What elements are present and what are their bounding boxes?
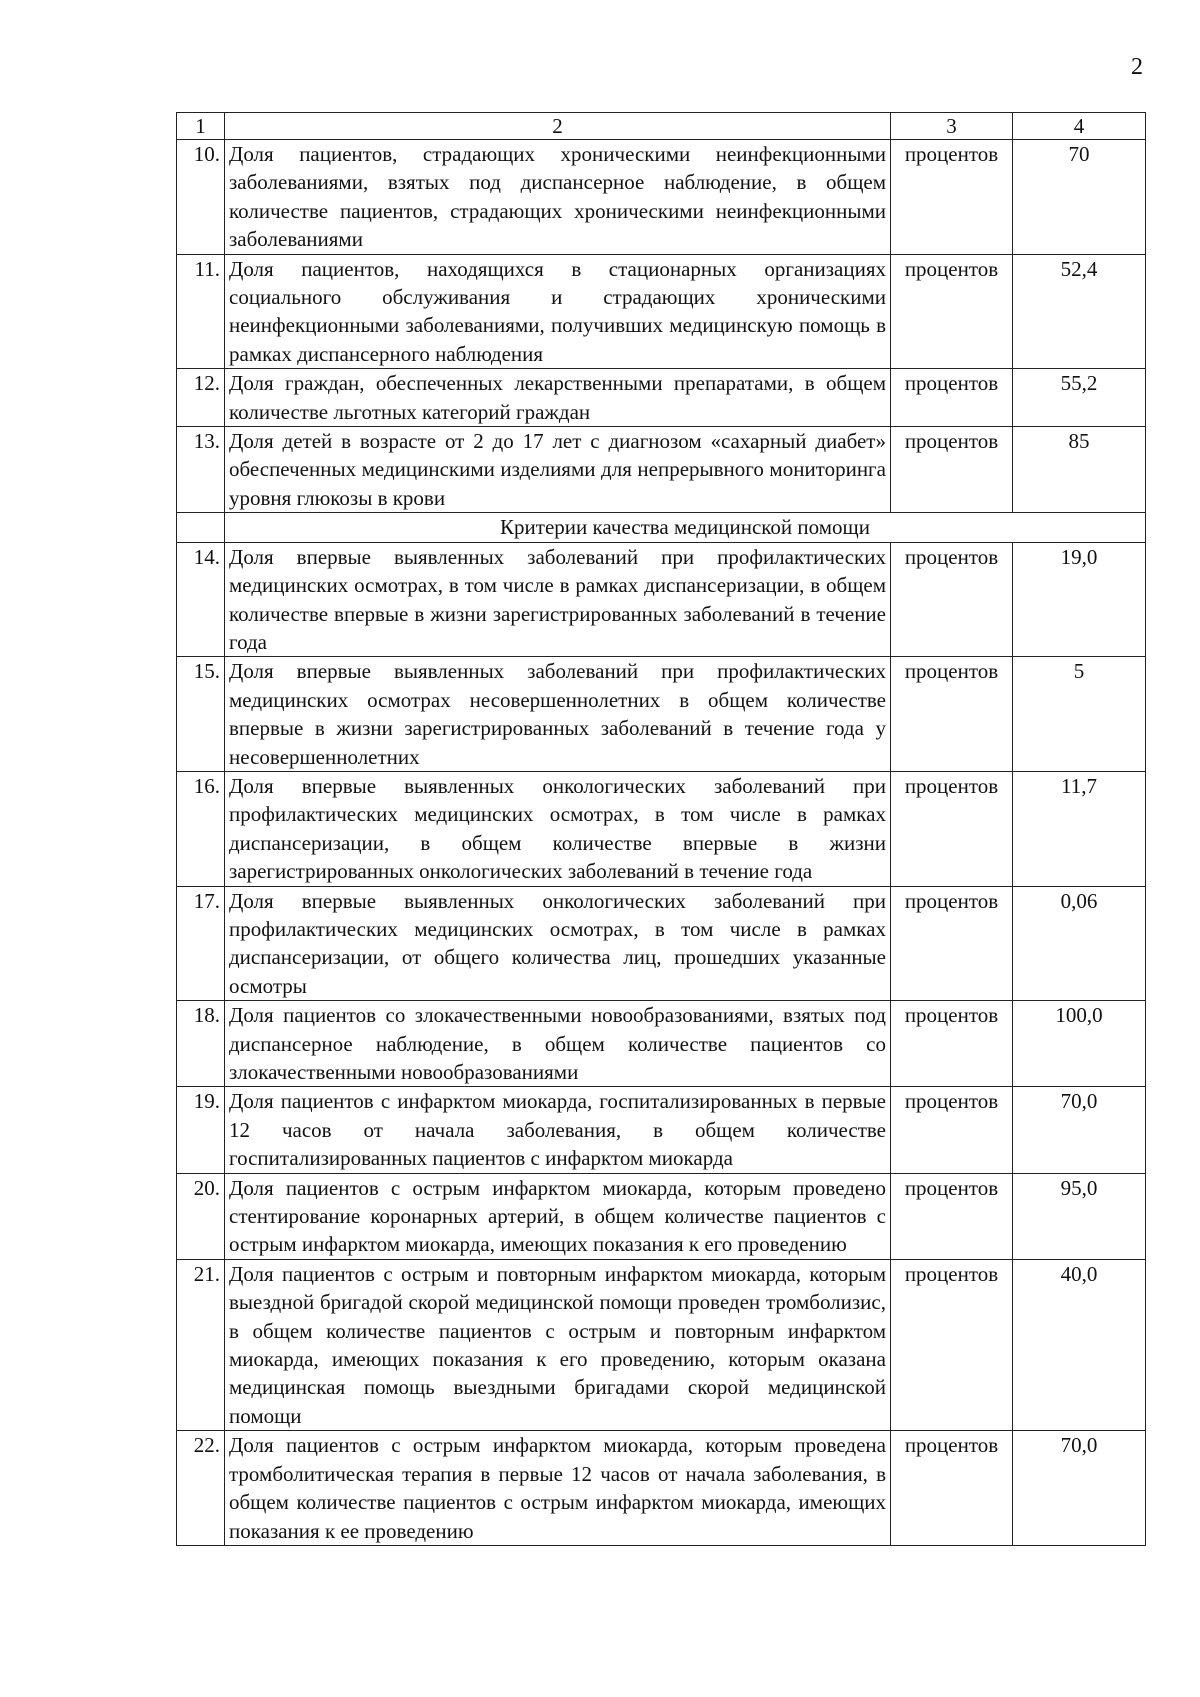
row-description: Доля впервые выявленных онкологических заболеваний при профилактических медицинских осмотрах, в том числе в рамках диспансеризации, в общем количестве впервые в жизни зарегистрированных онкологических заболеваний в течение года: [225, 771, 891, 886]
row-description: Доля пациентов, страдающих хроническими неинфекционными заболеваниями, взятых под диспансерное наблюдение, в общем количестве пациентов, страдающих хроническими неинфекционными заболеваниями: [225, 140, 891, 255]
row-description: Доля пациентов, находящихся в стационарных организациях социального обслуживания и страдающих хроническими неинфекционными заболеваниями, получивших медицинскую помощь в рамках диспансерного наблюдения: [225, 254, 891, 369]
row-value: 19,0: [1013, 542, 1146, 657]
row-number: 17.: [177, 886, 225, 1001]
table-body-lower: [177, 542, 1146, 1545]
section-title: Критерии качества медицинской помощи: [225, 513, 1146, 542]
row-unit: процентов: [891, 1087, 1013, 1173]
row-value: 70,0: [1013, 1087, 1146, 1173]
table-body-upper: [177, 113, 1146, 513]
table-row: [177, 1431, 1146, 1546]
table-row: [177, 771, 1146, 886]
row-description: Доля детей в возрасте от 2 до 17 лет с диагнозом «сахарный диабет» обеспеченных медицинскими изделиями для непрерывного мониторинга уровня глюкозы в крови: [225, 427, 891, 513]
row-unit: процентов: [891, 254, 1013, 369]
row-value: 70,0: [1013, 1431, 1146, 1546]
row-number: 13.: [177, 427, 225, 513]
table-row: [177, 1001, 1146, 1087]
row-description: Доля пациентов с инфарктом миокарда, госпитализированных в первые 12 часов от начала заболевания, в общем количестве госпитализированных пациентов с инфарктом миокарда: [225, 1087, 891, 1173]
header-col-4: 4: [1013, 113, 1146, 140]
table-row: [177, 1259, 1146, 1430]
row-description: Доля пациентов со злокачественными новообразованиями, взятых под диспансерное наблюдение, в общем количестве пациентов со злокачественными новообразованиями: [225, 1001, 891, 1087]
table-row: [177, 886, 1146, 1001]
row-value: 11,7: [1013, 771, 1146, 886]
row-unit: процентов: [891, 886, 1013, 1001]
section-row: [177, 513, 1146, 542]
row-unit: процентов: [891, 369, 1013, 427]
row-number: 19.: [177, 1087, 225, 1173]
row-description: Доля пациентов с острым инфарктом миокарда, которым проведено стентирование коронарных артерий, в общем количестве пациентов с острым инфарктом миокарда, имеющих показания к его проведению: [225, 1173, 891, 1259]
table-body-section: [177, 513, 1146, 542]
header-col-3: 3: [891, 113, 1013, 140]
indicators-table: [176, 112, 1146, 1546]
row-value: 5: [1013, 657, 1146, 772]
row-number: 15.: [177, 657, 225, 772]
header-col-2: 2: [225, 113, 891, 140]
row-description: Доля впервые выявленных заболеваний при профилактических медицинских осмотрах несовершеннолетних в общем количестве впервые в жизни зарегистрированных заболеваний в течение года у несовершеннолетних: [225, 657, 891, 772]
table-row: [177, 254, 1146, 369]
row-description: Доля впервые выявленных заболеваний при профилактических медицинских осмотрах, в том числе в рамках диспансеризации, в общем количестве впервые в жизни зарегистрированных заболеваний в течение года: [225, 542, 891, 657]
page-number: 2: [1131, 54, 1143, 80]
row-value: 95,0: [1013, 1173, 1146, 1259]
table-row: [177, 542, 1146, 657]
row-unit: процентов: [891, 1001, 1013, 1087]
row-description: Доля впервые выявленных онкологических заболеваний при профилактических медицинских осмотрах, в том числе в рамках диспансеризации, от общего количества лиц, прошедших указанные осмотры: [225, 886, 891, 1001]
row-unit: процентов: [891, 140, 1013, 255]
row-description: Доля пациентов с острым и повторным инфарктом миокарда, которым выездной бригадой скорой медицинской помощи проведен тромболизис, в общем количестве пациентов с острым и повторным инфарктом миокарда, имеющих показания к его проведению, которым оказана медицинская помощь выездными бригадами скорой медицинской помощи: [225, 1259, 891, 1430]
row-description: Доля граждан, обеспеченных лекарственными препаратами, в общем количестве льготных категорий граждан: [225, 369, 891, 427]
row-number: 11.: [177, 254, 225, 369]
row-number: 18.: [177, 1001, 225, 1087]
header-col-1: 1: [177, 113, 225, 140]
row-number: 14.: [177, 542, 225, 657]
row-value: 52,4: [1013, 254, 1146, 369]
table-header-row: [177, 113, 1146, 140]
table-row: [177, 657, 1146, 772]
row-value: 100,0: [1013, 1001, 1146, 1087]
row-unit: процентов: [891, 1173, 1013, 1259]
row-number: 21.: [177, 1259, 225, 1430]
row-unit: процентов: [891, 1431, 1013, 1546]
row-number: 22.: [177, 1431, 225, 1546]
row-value: 70: [1013, 140, 1146, 255]
row-number: 16.: [177, 771, 225, 886]
table-row: [177, 369, 1146, 427]
row-number: 10.: [177, 140, 225, 255]
row-value: 40,0: [1013, 1259, 1146, 1430]
row-value: 0,06: [1013, 886, 1146, 1001]
table-row: [177, 1087, 1146, 1173]
table-row: [177, 140, 1146, 255]
row-number: 20.: [177, 1173, 225, 1259]
row-description: Доля пациентов с острым инфарктом миокарда, которым проведена тромболитическая терапия в первые 12 часов от начала заболевания, в общем количестве пациентов с острым инфарктом миокарда, имеющих показания к ее проведению: [225, 1431, 891, 1546]
row-value: 85: [1013, 427, 1146, 513]
row-number: 12.: [177, 369, 225, 427]
section-num-cell: [177, 513, 225, 542]
table-row: [177, 1173, 1146, 1259]
row-unit: процентов: [891, 771, 1013, 886]
row-unit: процентов: [891, 542, 1013, 657]
row-unit: процентов: [891, 1259, 1013, 1430]
row-unit: процентов: [891, 427, 1013, 513]
table-row: [177, 427, 1146, 513]
row-unit: процентов: [891, 657, 1013, 772]
row-value: 55,2: [1013, 369, 1146, 427]
